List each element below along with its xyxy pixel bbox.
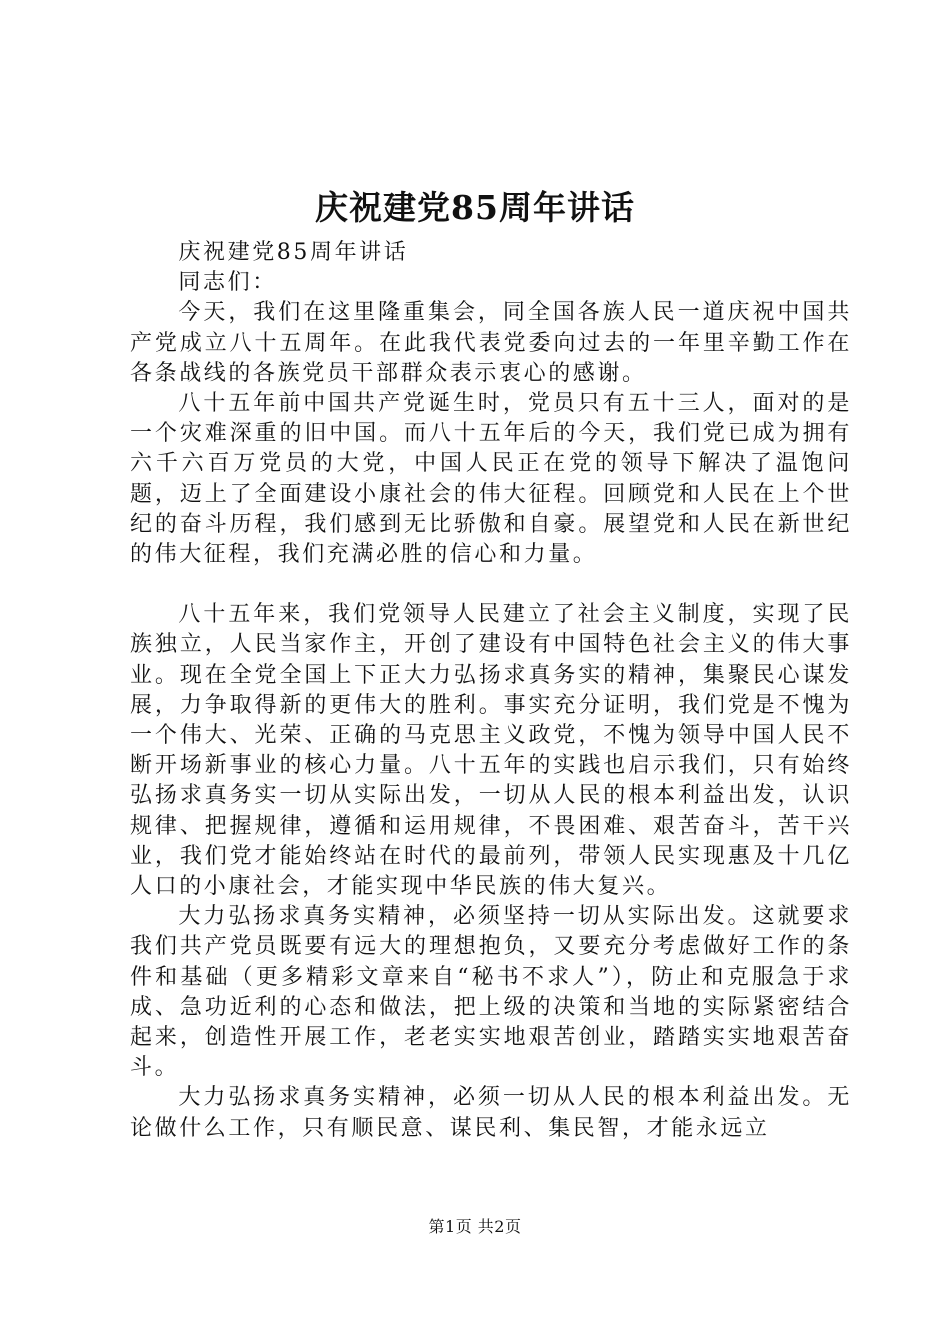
document-body: [130, 238, 852, 1144]
body-paragraph: 今天，我们在这里隆重集会，同全国各族人民一道庆祝中国共产党成立八十五周年。在此我代表党委向过去的一年里辛勤工作在各条战线的各族党员干部群众表示衷心的感谢。: [130, 300, 852, 386]
body-paragraph: 八十五年前中国共产党诞生时，党员只有五十三人，面对的是一个灾难深重的旧中国。而八十五年后的今天，我们党已成为拥有六千六百万党员的大党，中国人民正在党的领导下解决了温饱问题，迈上了全面建设小康社会的伟大征程。回顾党和人民在上个世纪的奋斗历程，我们感到无比骄傲和自豪。展望党和人民在新世纪的伟大征程，我们充满必胜的信心和力量。: [130, 391, 852, 568]
document-title: 庆祝建党85周年讲话: [315, 188, 635, 227]
salutation-paragraph: 同志们：: [178, 270, 277, 296]
page-footer: 第1页 共2页: [428, 1217, 522, 1236]
body-paragraph: 八十五年来，我们党领导人民建立了社会主义制度，实现了民族独立，人民当家作主，开创了建设有中国特色社会主义的伟大事业。现在全党全国上下正大力弘扬求真务实的精神，集聚民心谋发展，力争取得新的更伟大的胜利。事实充分证明，我们党是不愧为一个伟大、光荣、正确的马克思主义政党，不愧为领导中国人民不断开场新事业的核心力量。八十五年的实践也启示我们，只有始终弘扬求真务实一切从实际出发，一切从人民的根本利益出发，认识规律、把握规律，遵循和运用规律，不畏困难、艰苦奋斗，苦干兴业，我们党才能始终站在时代的最前列，带领人民实现惠及十几亿人口的小康社会，才能实现中华民族的伟大复兴。: [130, 602, 852, 900]
body-paragraph: 大力弘扬求真务实精神，必须一切从人民的根本利益出发。无论做什么工作，只有顺民意、谋民利、集民智，才能永远立: [130, 1085, 852, 1141]
subtitle-paragraph: 庆祝建党85周年讲话: [178, 240, 409, 265]
body-paragraph: 大力弘扬求真务实精神，必须坚持一切从实际出发。这就要求我们共产党员既要有远大的理想抱负，又要充分考虑做好工作的条件和基础（更多精彩文章来自“秘书不求人”），防止和克服急于求成、急功近利的心态和做法，把上级的决策和当地的实际紧密结合起来，创造性开展工作，老老实实地艰苦创业，踏踏实实地艰苦奋斗。: [130, 904, 852, 1081]
